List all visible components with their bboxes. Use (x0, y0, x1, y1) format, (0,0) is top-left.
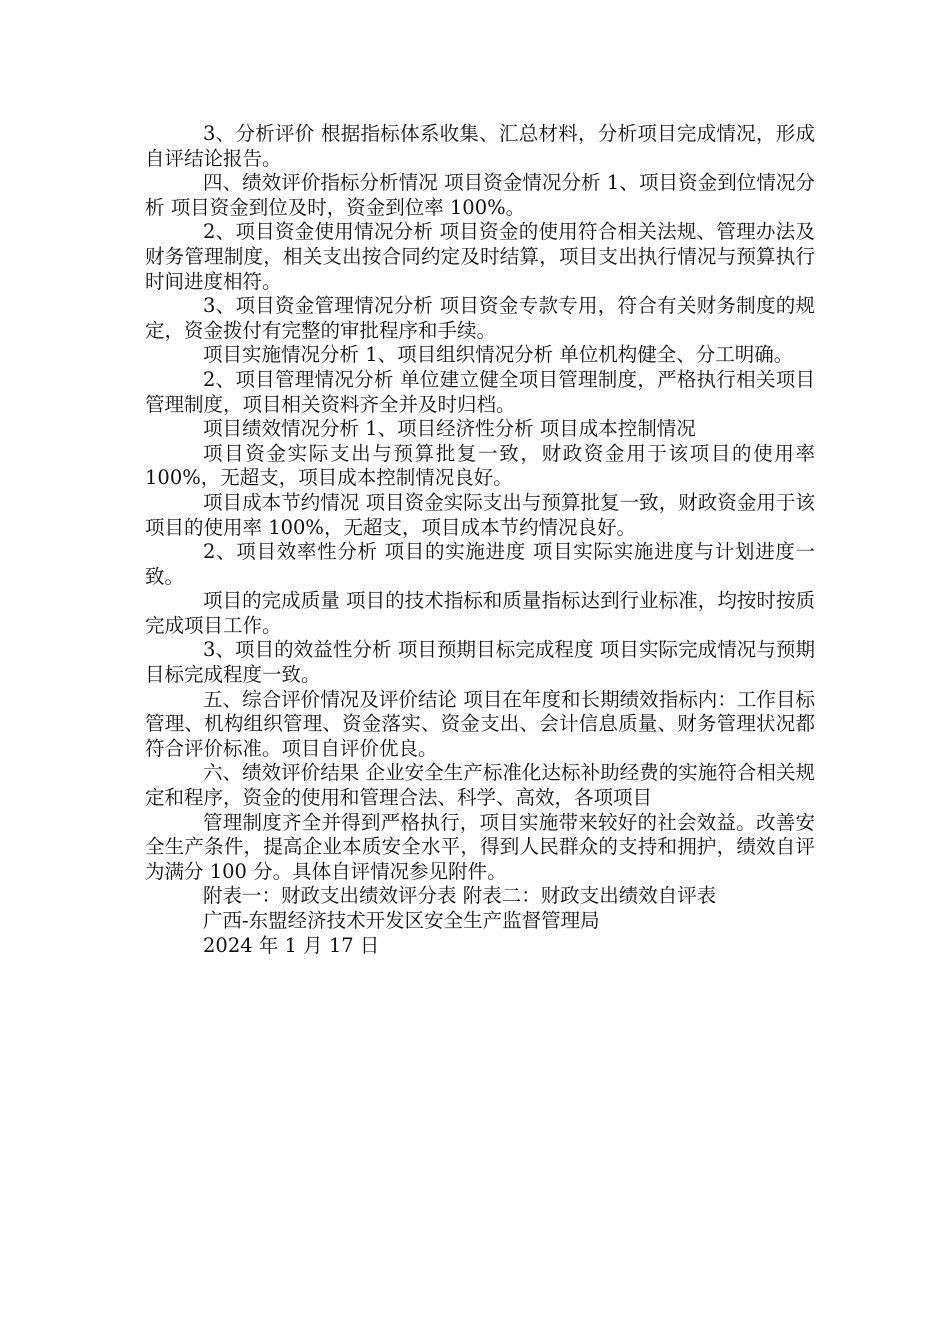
paragraph-efficiency: 2、项目效率性分析 项目的实施进度 项目实际实施进度与计划进度一致。 (145, 540, 815, 588)
paragraph-date: 2024 年 1 月 17 日 (203, 933, 380, 957)
paragraph-cost-control: 项目资金实际支出与预算批复一致，财政资金用于该项目的使用率 100%，无超支，项目成本控制情况良好。 (145, 441, 815, 490)
paragraph-project-management: 2、项目管理情况分析 单位建立健全项目管理制度，严格执行相关项目管理制度，项目相关资料齐全并及时归档。 (145, 367, 815, 416)
paragraph-analysis-evaluation: 3、分析评价 根据指标体系收集、汇总材料，分析项目完成情况，形成自评结论报告。 (145, 122, 815, 170)
document-body (145, 122, 815, 958)
paragraph-management-system: 管理制度齐全并得到严格执行，项目实施带来较好的社会效益。改善安全生产条件，提高企业本质安全水平，得到人民群众的支持和拥护，绩效自评为满分 100 分。具体自评情况参见附件。 (145, 810, 815, 883)
paragraph-attachments: 附表一：财政支出绩效评分表 附表二：财政支出绩效自评表 (203, 884, 717, 908)
paragraph-section-six-result: 六、绩效评价结果 企业安全生产标准化达标补助经费的实施符合相关规定和程序，资金的使用和管理合法、科学、高效，各项项目 (145, 761, 815, 810)
paragraph-fund-management: 3、项目资金管理情况分析 项目资金专款专用，符合有关财务制度的规定，资金拨付有完整的审批程序和手续。 (145, 294, 815, 342)
paragraph-benefit: 3、项目的效益性分析 项目预期目标完成程度 项目实际完成情况与预期目标完成程度一致。 (145, 638, 815, 687)
paragraph-implementation: 项目实施情况分析 1、项目组织情况分析 单位机构健全、分工明确。 (203, 343, 794, 367)
paragraph-quality: 项目的完成质量 项目的技术指标和质量指标达到行业标准，均按时按质完成项目工作。 (145, 589, 815, 637)
paragraph-section-four-funding: 四、绩效评价指标分析情况 项目资金情况分析 1、项目资金到位情况分析 项目资金到位及时，资金到位率 100%。 (145, 171, 815, 219)
paragraph-section-five-conclusion: 五、综合评价情况及评价结论 项目在年度和长期绩效指标内：工作目标管理、机构组织管理、资金落实、资金支出、会计信息质量、财务管理状况都符合评价标准。项目自评价优良。 (145, 687, 815, 760)
paragraph-issuing-authority: 广西-东盟经济技术开发区安全生产监督管理局 (203, 909, 600, 932)
paragraph-performance-economy: 项目绩效情况分析 1、项目经济性分析 项目成本控制情况 (203, 417, 696, 441)
paragraph-fund-usage: 2、项目资金使用情况分析 项目资金的使用符合相关法规、管理办法及财务管理制度，相关支出按合同约定及时结算，项目支出执行情况与预算执行时间进度相符。 (145, 220, 815, 293)
paragraph-cost-saving: 项目成本节约情况 项目资金实际支出与预算批复一致，财政资金用于该项目的使用率 100%，无超支，项目成本节约情况良好。 (145, 490, 815, 539)
